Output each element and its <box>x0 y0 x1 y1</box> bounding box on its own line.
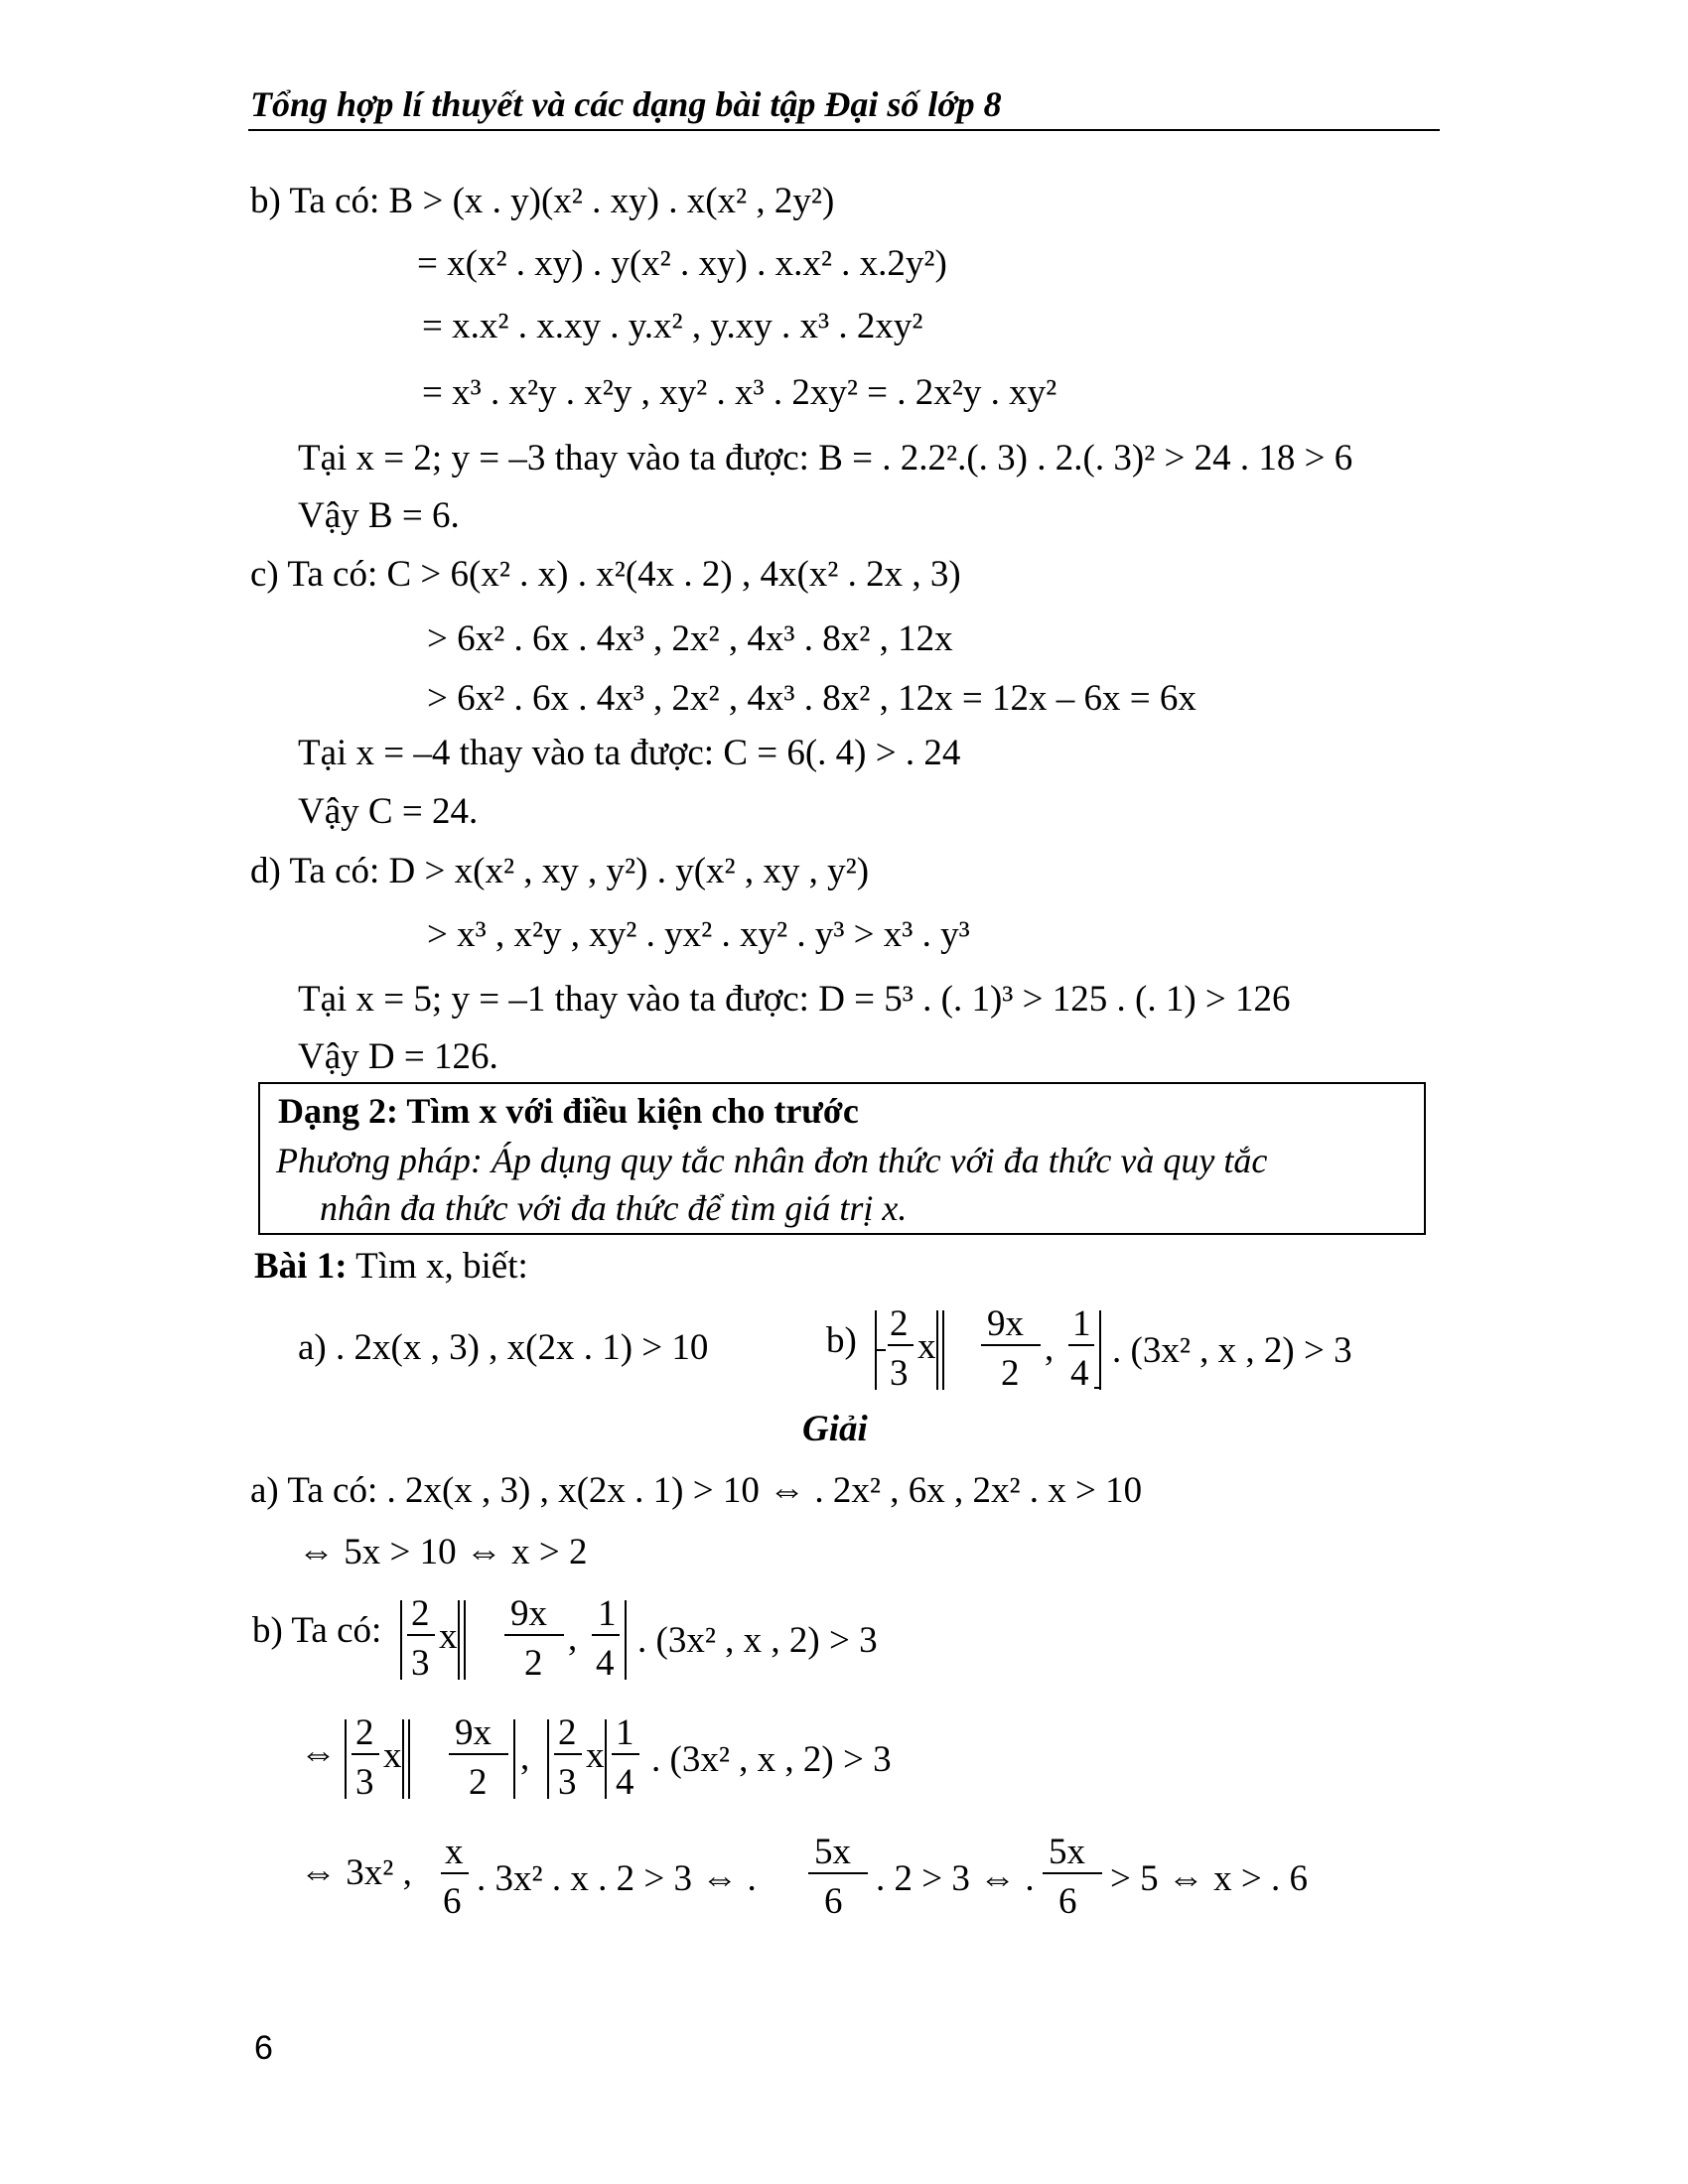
exercise-heading <box>254 1245 528 1289</box>
frac-den: 4 <box>1070 1353 1089 1394</box>
frac-den: 2 <box>469 1762 488 1803</box>
frac-den: 6 <box>443 1881 462 1922</box>
part-d-line-2: > x³ , x²y , xy² . yx² . xy² . y³ > x³ . y³ <box>427 914 970 955</box>
solution-b-label: b) Ta có: <box>252 1610 382 1651</box>
solution-a-line-2: ⇔ 5x > 10 ⇔ x > 2 <box>298 1532 588 1572</box>
frac-num: 1 <box>616 1712 634 1753</box>
solution-b-line-3-part-1: ⇔ 3x² , <box>300 1852 412 1893</box>
part-d-line-4: Vậy D = 126. <box>298 1036 498 1077</box>
equiv-symbol: ⇔ <box>300 1733 337 1774</box>
paren-mid <box>937 1310 943 1390</box>
frac-num: 2 <box>355 1712 374 1753</box>
frac-num: 9x <box>510 1593 547 1634</box>
frac-den: 3 <box>411 1643 430 1684</box>
frac-den: 6 <box>1058 1881 1077 1922</box>
part-b-line-2: = x(x² . xy) . y(x² . xy) . x.x² . x.2y²) <box>417 243 947 284</box>
exercise-label: Bài 1: <box>254 1246 348 1287</box>
comma: , <box>520 1737 530 1778</box>
part-b-line-4: = x³ . x²y . x²y , xy² . x³ . 2xy² = . 2x²y . xy² <box>422 372 1057 413</box>
solution-b-line-1 <box>250 1580 1005 1690</box>
part-b-line-6: Vậy B = 6. <box>298 495 460 536</box>
frac-num: x <box>445 1832 464 1872</box>
frac-den: 6 <box>824 1881 843 1922</box>
solution-b-line-3 <box>298 1819 1350 1928</box>
frac-num: 2 <box>558 1712 577 1753</box>
paren-right <box>1094 1310 1100 1390</box>
frac-den: 2 <box>524 1643 543 1684</box>
part-c-line-1: c) Ta có: C > 6(x² . x) . x²(4x . 2) , 4x(x² . 2x , 3) <box>250 554 961 595</box>
frac-num: 1 <box>1072 1303 1091 1344</box>
frac-num: 2 <box>890 1303 909 1344</box>
frac-den: 2 <box>1001 1353 1020 1394</box>
section-title: Dạng 2: Tìm x với điều kiện cho trước <box>278 1091 859 1131</box>
part-b-line-3: = x.x² . x.xy . y.x² , y.xy . x³ . 2xy² <box>422 306 923 346</box>
frac-den: 3 <box>558 1762 577 1803</box>
part-c-line-2: > 6x² . 6x . 4x³ , 2x² , 4x³ . 8x² , 12x <box>427 618 953 659</box>
solution-b-line-3-part-3: . 2 > 3 ⇔ . <box>876 1858 1035 1899</box>
solution-b-line-3-part-2: . 3x² . x . 2 > 3 ⇔ . <box>477 1858 757 1899</box>
paren-mid <box>403 1719 409 1799</box>
frac-den: 3 <box>890 1353 909 1394</box>
exercise-prompt: Tìm x, biết: <box>347 1246 528 1287</box>
frac-var: x <box>383 1735 402 1776</box>
frac-num: 5x <box>1049 1832 1085 1872</box>
solution-heading: Giải <box>802 1409 868 1449</box>
exercise-a: a) . 2x(x , 3) , x(2x . 1) > 10 <box>298 1327 709 1368</box>
paren-left <box>876 1310 886 1390</box>
solution-b-line-2-tail: . (3x² , x , 2) > 3 <box>651 1739 892 1780</box>
method-line-2: nhân đa thức với đa thức để tìm giá trị x. <box>320 1188 908 1228</box>
frac-var: x <box>439 1616 458 1657</box>
part-c-line-5: Vậy C = 24. <box>298 791 479 832</box>
frac-num: 5x <box>814 1832 851 1872</box>
header-title: Tổng hợp lí thuyết và các dạng bài tập Đại số lớp 8 <box>250 84 1002 124</box>
part-c-line-4: Tại x = –4 thay vào ta được: C = 6(. 4) > . 24 <box>298 733 961 773</box>
comma: , <box>1045 1328 1055 1369</box>
solution-a-line-1: a) Ta có: . 2x(x , 3) , x(2x . 1) > 10 ⇔ . 2x² , 6x , 2x² . x > 10 <box>250 1470 1143 1511</box>
comma: , <box>568 1618 578 1659</box>
frac-num: 1 <box>598 1593 617 1634</box>
page-number: 6 <box>254 2029 273 2067</box>
solution-b-line-2 <box>298 1700 1013 1809</box>
part-b-line-1: b) Ta có: B > (x . y)(x² . xy) . x(x² , 2y²) <box>250 181 835 221</box>
solution-b-line-3-part-4: > 5 ⇔ x > . 6 <box>1110 1858 1308 1899</box>
frac-den: 4 <box>616 1762 634 1803</box>
part-d-line-3: Tại x = 5; y = –1 thay vào ta được: D = 5³ . (. 1)³ > 125 . (. 1) > 126 <box>298 979 1291 1020</box>
frac-den: 3 <box>355 1762 374 1803</box>
method-line-1: Phương pháp: Áp dụng quy tắc nhân đơn thức với đa thức và quy tắc <box>276 1141 1268 1180</box>
frac-var: x <box>917 1326 936 1367</box>
frac-den: 4 <box>596 1643 615 1684</box>
part-c-line-3: > 6x² . 6x . 4x³ , 2x² , 4x³ . 8x² , 12x = 12x – 6x = 6x <box>427 678 1196 719</box>
frac-num: 9x <box>987 1303 1024 1344</box>
exercise-b-label: b) <box>826 1320 857 1361</box>
exercise-b-tail: . (3x² , x , 2) > 3 <box>1112 1330 1352 1371</box>
paren-mid <box>459 1600 465 1680</box>
frac-var: x <box>586 1735 605 1776</box>
part-d-line-1: d) Ta có: D > x(x² , xy , y²) . y(x² , xy , y²) <box>250 851 870 891</box>
frac-num: 2 <box>411 1593 430 1634</box>
exercise-b <box>824 1291 1440 1400</box>
header-rule <box>248 129 1440 131</box>
solution-b-line-1-tail: . (3x² , x , 2) > 3 <box>637 1620 878 1661</box>
part-b-line-5: Tại x = 2; y = –3 thay vào ta được: B = . 2.2².(. 3) . 2.(. 3)² > 24 . 18 > 6 <box>298 438 1353 478</box>
frac-num: 9x <box>455 1712 492 1753</box>
